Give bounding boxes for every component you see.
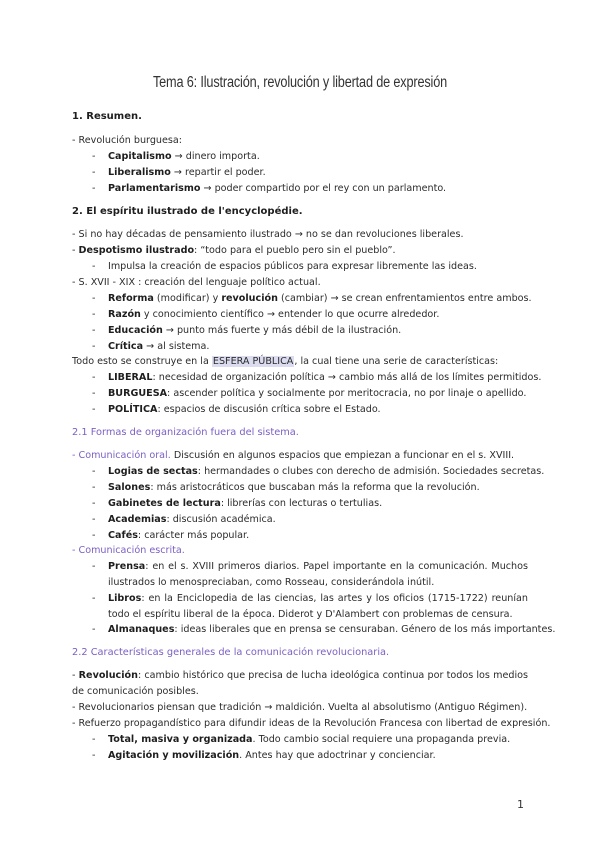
document-title: Tema 6: Ilustración, revolución y libertad de expresión bbox=[152, 74, 448, 91]
paragraph: - Revolución burguesa: bbox=[72, 135, 183, 146]
section-heading-espiritu: 2. El espíritu ilustrado de l'encyclopédie. bbox=[72, 206, 303, 217]
section-heading-formas: 2.1 Formas de organización fuera del sistema. bbox=[72, 427, 299, 438]
section-heading-caracteristicas: 2.2 Características generales de la comunicación revolucionaria. bbox=[72, 647, 390, 658]
section-heading-resumen: 1. Resumen. bbox=[72, 111, 142, 122]
paragraph: - Revolución: cambio histórico que precisa de lucha ideológica continua por todos los medios de comunicación posibles. bbox=[72, 670, 528, 697]
paragraph: - Comunicación escrita. bbox=[72, 545, 185, 556]
page-number: 1 bbox=[517, 798, 524, 811]
document-page: Tema 6: Ilustración, revolución y libertad de expresión 1. Resumen. - Revolución burguesa: - Capitalismo → dinero importa. - Liberalismo → repartir el poder. - Parlamentarismo → poder compartido por el rey con un parlamento. 2. El espíritu ilustrado de l'encyclopédie. - Si no hay décadas de pensamiento ilustrado → no se dan revoluciones liberales. - Despotismo ilustrado: “todo para el pueblo pero sin el pueblo”. - Impulsa la creación de espacios públicos para expresar libremente las ideas. - S. XVII - XIX : creación del lenguaje político actual. - Reforma (modificar) y revolución (cambiar) → se crean enfrentamientos entre ambos. - Razón y conocimiento científico → entender lo que ocurre alrededor. - Educación → punto más fuerte y más débil de la ilustración. - Crítica → al sistema. Todo esto se construye en la ESFERA PÚBLICA, la cual tiene una serie de características: - LIBERAL: necesidad de organización política → cambio más allá de los límites permitidos. - BURGUESA: ascender política y socialmente por meritocracia, no por linaje o apellido. - POLÍTICA: espacios de discusión crítica sobre el Estado. 2.1 Formas de organización fuera del sistema. - Comunicación oral. Discusión en algunos espacios que empiezan a funcionar en el s. XVIII. - Logias de sectas: hermandades o clubes con derecho de admisión. Sociedades secretas. - Salones: más aristocráticos que buscaban más la reforma que la revolución. - Gabinetes de lectura: librerías con lecturas o tertulias. - Academias: discusión académica. - Cafés: carácter más popular. - Comunicación escrita. - Prensa: en el s. XVIII primeros diarios. Papel importante en la comunicación. Muchos ilustrados lo menospreciaban, como Rosseau, considerándola inútil. - Libros: en la Enciclopedia de las ciencias, las artes y los oficios (1715-1722) reunían todo el espíritu liberal de la época. Diderot y D'Alambert con problemas de censura. - Almanaques: ideas liberales que en prensa se censuraban. Género de los más importantes. 2.2 Características generales de la comunicación revolucionaria. - Revolución: cambio histórico que precisa de lucha ideológica continua por todos los medios de comunicación posibles. - Revolucionarios piensan que tradición → maldición. Vuelta al absolutismo (Antiguo Régimen). - Refuerzo propagandístico para difundir ideas de la Revolución Francesa con libertad de expresión. - Total, masiva y organizada. Todo cambio social requiere una propaganda previa. - Agitación y movilización. Antes hay que adoctrinar y concienciar. 1 bbox=[0, 0, 600, 848]
paragraph: - Comunicación oral. Discusión en algunos espacios que empiezan a funcionar en el s. XVIII. bbox=[72, 450, 515, 461]
paragraph: - Refuerzo propagandístico para difundir ideas de la Revolución Francesa con libertad de expresión. bbox=[72, 718, 551, 729]
paragraph: Todo esto se construye en la ESFERA PÚBLICA, la cual tiene una serie de características: bbox=[72, 356, 499, 367]
paragraph: - Si no hay décadas de pensamiento ilustrado → no se dan revoluciones liberales. bbox=[72, 229, 464, 240]
list-item: - Prensa: en el s. XVIII primeros diarios. Papel importante en la comunicación. Muchos ilustrados lo menospreciaban, como Rosseau, considerándola inútil. bbox=[92, 561, 528, 588]
highlighted-term: ESFERA PÚBLICA bbox=[212, 356, 294, 367]
paragraph: - Revolucionarios piensan que tradición → maldición. Vuelta al absolutismo (Antiguo Régimen). bbox=[72, 702, 528, 713]
list-item: - Libros: en la Enciclopedia de las ciencias, las artes y los oficios (1715-1722) reunían todo el espíritu liberal de la época. Diderot y D'Alambert con problemas de censura. bbox=[92, 593, 528, 620]
paragraph: - S. XVII - XIX : creación del lenguaje político actual. bbox=[72, 277, 321, 288]
paragraph: - Despotismo ilustrado: “todo para el pueblo pero sin el pueblo”. bbox=[72, 245, 396, 256]
